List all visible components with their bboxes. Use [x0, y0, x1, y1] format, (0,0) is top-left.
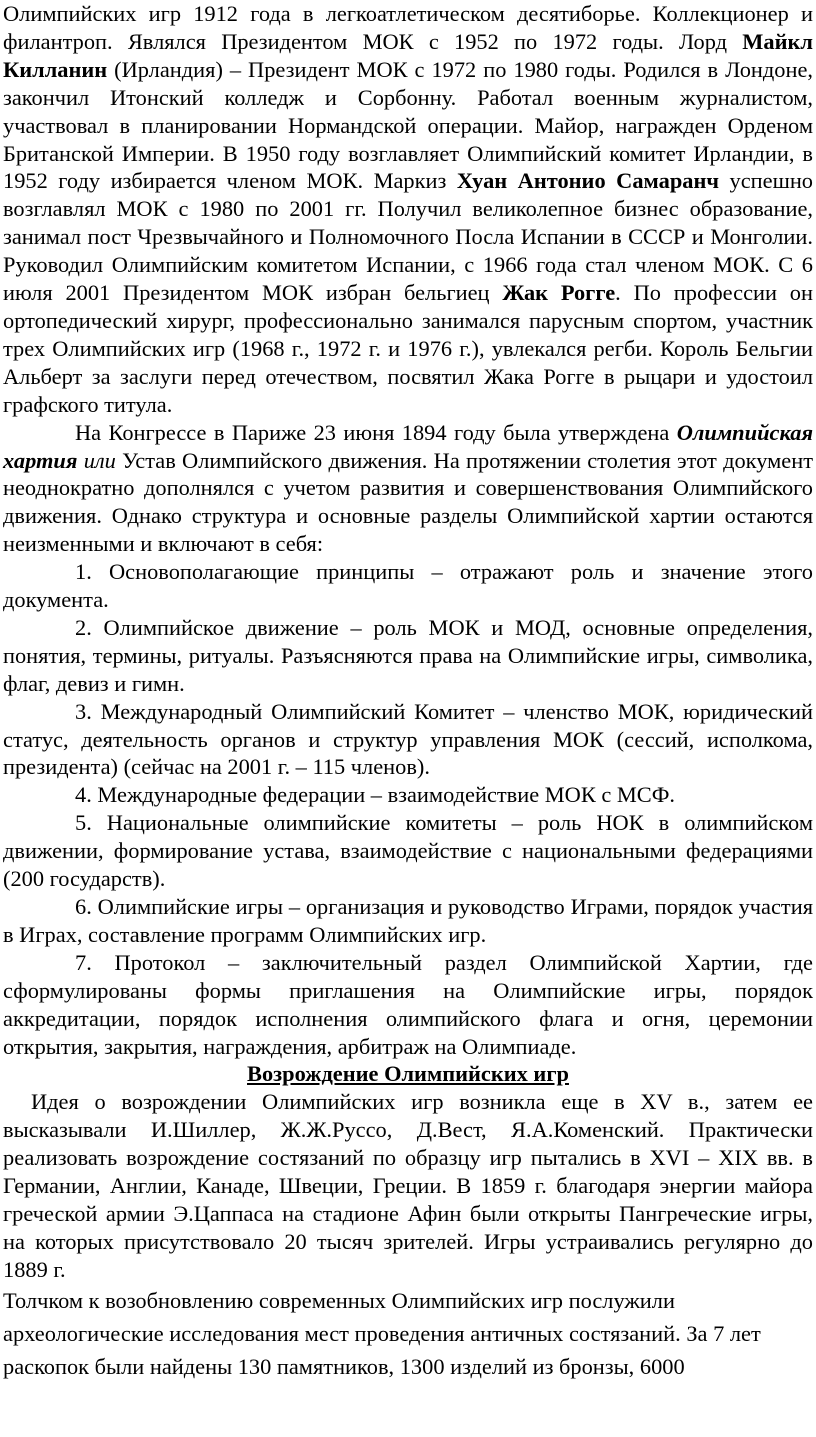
paragraph-text: Олимпийских игр 1912 года в легкоатлетическом десятиборье. Коллекционер и филантроп. Являлся Президентом МОК с 1952 по 1972 годы. Лорд	[3, 1, 813, 54]
word-or: или	[83, 447, 116, 473]
paragraph-charter	[3, 419, 813, 559]
section-heading: Возрождение Олимпийских игр	[247, 1061, 569, 1087]
charter-item-1: 1. Основополагающие принципы – отражают роль и значение этого документа.	[3, 559, 813, 613]
paragraph-presidents	[3, 0, 813, 419]
paragraph-archaeology: Толчком к возобновлению современных Олимпийских игр послужили археологические исследования мест проведения античных состязаний. За 7 лет раскопок были найдены 130 памятников, 1300 изделий из бронзы, 6000	[3, 1287, 761, 1379]
paragraph-text: успешно возглавлял МОК с 1980 по 2001 гг. Получил великолепное бизнес образование, занимал пост Чрезвычайного и Полномочного Посла Испании в СССР и Монголии. Руководил Олимпийским комитетом Испании, с 1966 года стал членом МОК. С 6 июля 2001 Президентом МОК избран бельгиец	[3, 168, 814, 306]
charter-item-2: 2. Олимпийское движение – роль МОК и МОД, основные определения, понятия, термины, ритуалы. Разъясняются права на Олимпийские игры, символика, флаг, девиз и гимн.	[3, 614, 813, 696]
paragraph-revival-ideas: Идея о возрождении Олимпийских игр возникла еще в XV в., затем ее высказывали И.Шиллер, Ж.Ж.Руссо, Д.Вест, Я.А.Коменский. Практически реализовать возрождение состязаний по образцу игр пытались в XVI – XIX вв. в Германии, Англии, Канаде, Швеции, Греции. В 1859 г. благодаря энергии майора греческой армии Э.Цаппаса на стадионе Афин были открыты Пангреческие игры, на которых присутствовало 20 тысяч зрителей. Игры устраивались регулярно до 1889 г.	[3, 1089, 813, 1282]
charter-item-3: 3. Международный Олимпийский Комитет – членство МОК, юридический статус, деятельность органов и структур управления МОК (сессий, исполкома, президента) (сейчас на 2001 г. – 115 членов).	[3, 698, 813, 780]
charter-item-5: 5. Национальные олимпийские комитеты – роль НОК в олимпийском движении, формирование устава, взаимодействие с национальными федерациями (200 государств).	[3, 810, 813, 892]
name-killanin: Майкл Килланин	[3, 28, 813, 82]
name-samaranch: Хуан Антонио Самаранч	[456, 168, 720, 194]
term-olympic-charter: Олимпийская хартия	[3, 419, 813, 473]
document-page	[3, 0, 813, 1383]
charter-item-4: 4. Международные федерации – взаимодействие МОК с МСФ.	[75, 782, 676, 808]
charter-item-7: 7. Протокол – заключительный раздел Олимпийской Хартии, где сформулированы формы приглашения на Олимпийские игры, порядок аккредитации, порядок исполнения олимпийского флага и огня, церемонии открытия, закрытия, награждения, арбитраж на Олимпиаде.	[3, 949, 813, 1059]
paragraph-text: На Конгрессе в Париже 23 июня 1894 году была утверждена	[75, 419, 677, 445]
charter-item-6: 6. Олимпийские игры – организация и руководство Играми, порядок участия в Играх, составление программ Олимпийских игр.	[3, 894, 813, 947]
name-rogge: Жак Рогге	[502, 280, 616, 306]
paragraph-text: Устав Олимпийского движения. На протяжении столетия этот документ неоднократно дополнялся с учетом развития и совершенствования Олимпийского движения. Однако структура и основные разделы Олимпийской хартии остаются неизменными и включают в себя:	[3, 447, 813, 557]
paragraph-text: . По профессии он ортопедический хирург, профессионально занимался парусным спортом, участник трех Олимпийских игр (1968 г., 1972 г. и 1976 г.), увлекался регби. Король Бельгии Альберт за заслуги перед отечеством, посвятил Жака Рогге в рыцари и удостоил графского титула.	[3, 280, 813, 417]
paragraph-text: (Ирландия) – Президент МОК с 1972 по 1980 годы. Родился в Лондоне, закончил Итонский колледж и Сорбонну. Работал военным журналистом, участвовал в планировании Нормандской операции. Майор, награжден Орденом Британской Империи. В 1950 году возглавляет Олимпийский комитет Ирландии, в 1952 году избирается членом МОК. Маркиз	[3, 56, 813, 194]
